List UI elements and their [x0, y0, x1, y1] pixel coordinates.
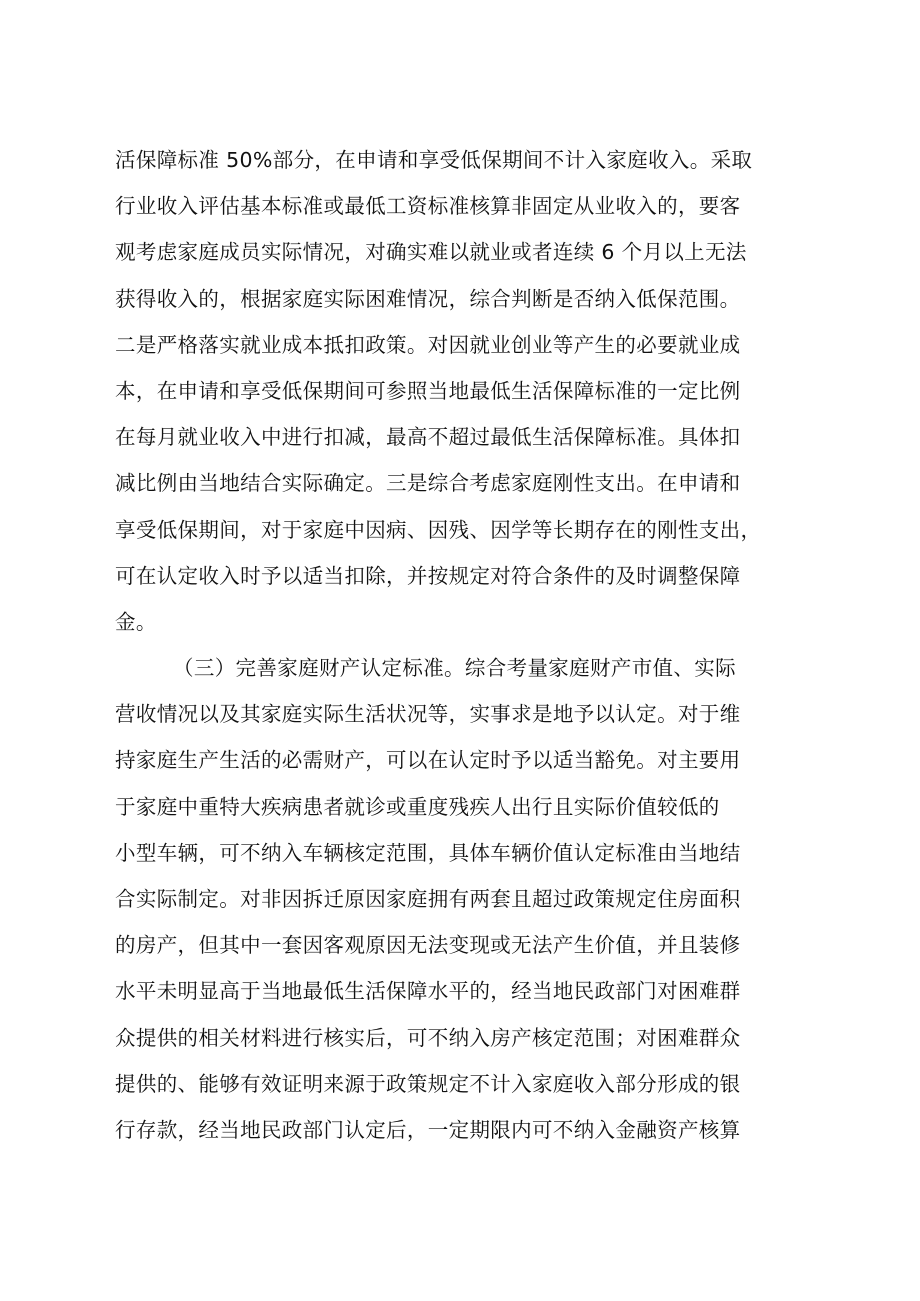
text-line: 本，在申请和享受低保期间可参照当地最低生活保障标准的一定比例 [115, 378, 741, 403]
text-line: 于家庭中重特大疾病患者就诊或重度残疾人出行且实际价值较低的 [115, 794, 720, 819]
text-line: 合实际制定。对非因拆迁原因家庭拥有两套且超过政策规定住房面积 [115, 887, 741, 911]
text-line: 众提供的相关材料进行核实后，可不纳入房产核定范围；对困难群众 [115, 1025, 741, 1050]
text-line: 持家庭生产生活的必需财产，可以在认定时予以适当豁免。对主要用 [115, 748, 741, 773]
text-line: （三）完善家庭财产认定标准。综合考量家庭财产市值、实际 [173, 656, 736, 681]
text-line: 行存款，经当地民政部门认定后，一定期限内可不纳入金融资产核算 [115, 1117, 741, 1142]
text-line: 观考虑家庭成员实际情况，对确实难以就业或者连续 6 个月以上无法 [115, 240, 747, 265]
body-text [115, 137, 815, 1153]
text-line: 行业收入评估基本标准或最低工资标准核算非固定从业收入的，要客 [115, 194, 741, 219]
text-line: 可在认定收入时予以适当扣除，并按规定对符合条件的及时调整保障 [115, 563, 741, 588]
text-line: 的房产，但其中一套因客观原因无法变现或无法产生价值，并且装修 [115, 933, 741, 958]
text-line: 水平未明显高于当地最低生活保障水平的，经当地民政部门对困难群 [115, 979, 741, 1004]
text-line: 享受低保期间，对于家庭中因病、因残、因学等长期存在的刚性支出， [115, 517, 762, 542]
text-line: 减比例由当地结合实际确定。三是综合考虑家庭刚性支出。在申请和 [115, 471, 741, 496]
text-line: 提供的、能够有效证明来源于政策规定不计入家庭收入部分形成的银 [115, 1071, 741, 1096]
text-line: 营收情况以及其家庭实际生活状况等，实事求是地予以认定。对于维 [115, 702, 741, 727]
text-line: 获得收入的，根据家庭实际困难情况，综合判断是否纳入低保范围。 [115, 286, 741, 311]
text-line: 活保障标准 50%部分，在申请和享受低保期间不计入家庭收入。采取 [115, 148, 753, 172]
text-line: 小型车辆，可不纳入车辆核定范围，具体车辆价值认定标准由当地结 [115, 840, 741, 865]
text-line: 在每月就业收入中进行扣减，最高不超过最低生活保障标准。具体扣 [115, 425, 741, 450]
text-line: 金。 [115, 609, 157, 634]
text-line: 二是严格落实就业成本抵扣政策。对因就业创业等产生的必要就业成 [115, 332, 741, 357]
